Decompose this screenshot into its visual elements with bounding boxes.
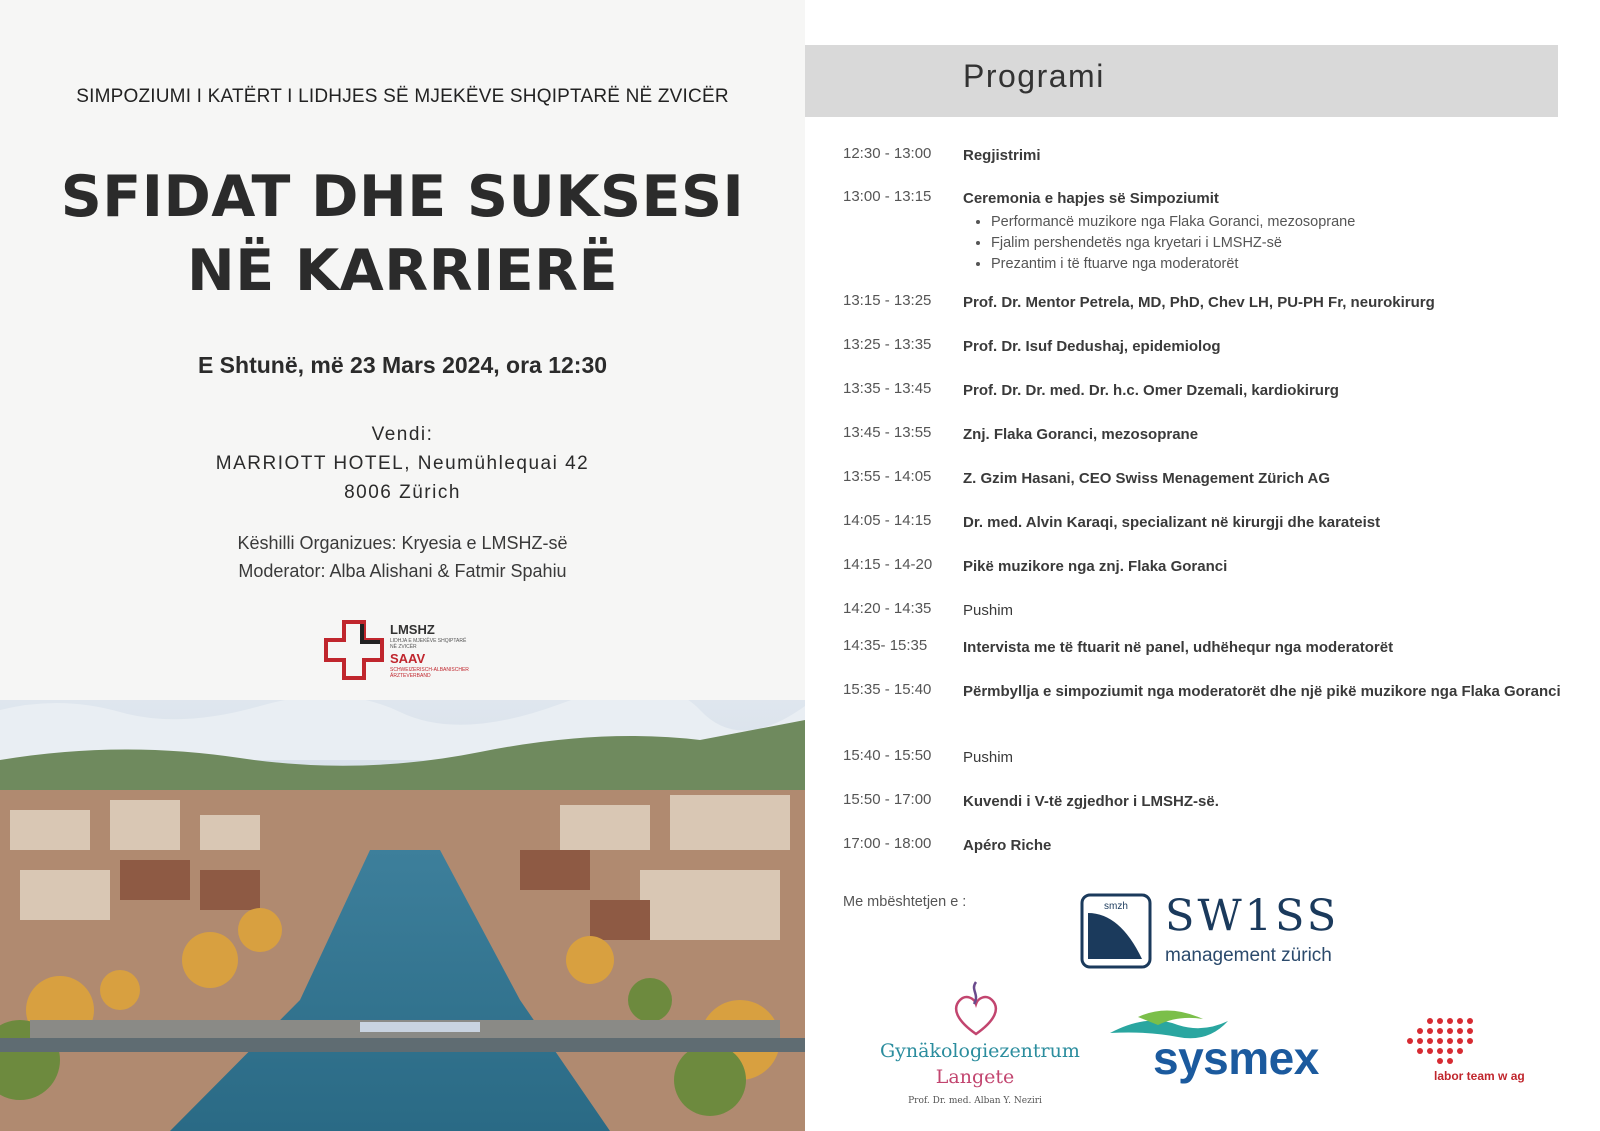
lmshz-logo (322, 618, 482, 688)
program-description: Intervista me të ftuarit në panel, udhëhequr nga moderatorët (963, 639, 1394, 656)
venue-block (0, 420, 805, 507)
program-description: Pushim (963, 602, 1014, 619)
program-time: 14:05 - 14:15 (843, 512, 932, 529)
event-title (0, 160, 805, 308)
program-header-bar (805, 45, 1558, 117)
program-time: 15:35 - 15:40 (843, 681, 932, 698)
swiss-management-logo (1080, 893, 1360, 975)
program-time: 13:45 - 13:55 (843, 424, 932, 441)
program-bullet: • Fjalim pershendetës nga kryetari i LMSHZ-së (991, 233, 1563, 254)
lmshz-logo-name: LMSHZ (390, 622, 435, 637)
program-time: 14:15 - 14-20 (843, 556, 933, 573)
venue-label: Vendi: (371, 424, 434, 445)
zurich-cityscape-image (0, 700, 805, 1131)
red-dots-icon (1390, 1015, 1490, 1067)
program-description: Apéro Riche (963, 837, 1052, 854)
program-time: 13:15 - 13:25 (843, 292, 932, 309)
program-time: 15:50 - 17:00 (843, 791, 932, 808)
smzh-badge-text: smzh (1104, 901, 1128, 912)
program-time: 17:00 - 18:00 (843, 835, 932, 852)
lmshz-logo-subtitle: LIDHJA E MJEKËVE SHQIPTARË NË ZVICËR (390, 638, 467, 650)
gynakologiezentrum-logo (880, 980, 1080, 1110)
event-title-line1: SFIDAT DHE SUKSESI (60, 164, 745, 230)
program-description: Pikë muzikore nga znj. Flaka Goranci (963, 558, 1228, 575)
swiss-logo-subtitle: management zürich (1165, 945, 1332, 966)
moderator-text: Moderator: Alba Alishani & Fatmir Spahiu (238, 561, 567, 581)
program-time: 13:35 - 13:45 (843, 380, 932, 397)
program-description: Kuvendi i V-të zgjedhor i LMSHZ-së. (963, 793, 1219, 810)
program-description: Dr. med. Alvin Karaqi, specializant në kirurgji dhe karateist (963, 514, 1381, 531)
event-title-line2: NË KARRIERË (186, 238, 619, 304)
sponsors-label: Me mbështetjen e : (843, 894, 967, 910)
gyn-logo-line1: Gynäkologiezentrum (880, 1040, 1080, 1062)
organizer-text: Këshilli Organizues: Kryesia e LMSHZ-së (237, 533, 568, 553)
program-description: Znj. Flaka Goranci, mezosoprane (963, 426, 1199, 443)
program-bullet-list (963, 212, 1563, 275)
labor-team-text: labor team w ag (1434, 1069, 1525, 1083)
symposium-subtitle: SIMPOZIUMI I KATËRT I LIDHJES SË MJEKËVE SHQIPTARË NË ZVICËR (76, 86, 729, 107)
program-bullet: • Performancë muzikore nga Flaka Goranci, mezosoprane (991, 212, 1563, 233)
program-description: Regjistrimi (963, 147, 1041, 164)
program-description: Pushim (963, 749, 1014, 766)
program-description (963, 188, 1563, 275)
gyn-logo-line3: Prof. Dr. med. Alban Y. Neziri (908, 1096, 1042, 1106)
swiss-logo-title: SW1SS (1165, 891, 1340, 941)
medical-cross-icon (322, 618, 386, 682)
program-time: 13:55 - 14:05 (843, 468, 932, 485)
saav-logo-name: SAAV (390, 651, 426, 666)
program-time: 13:25 - 13:35 (843, 336, 932, 353)
gyn-logo-line2: Langete (935, 1066, 1015, 1088)
program-description: Prof. Dr. Dr. med. Dr. h.c. Omer Dzemali, kardiokirurg (963, 382, 1339, 399)
event-date: E Shtunë, më 23 Mars 2024, ora 12:30 (197, 352, 608, 378)
program-bullet: • Prezantim i të ftuarve nga moderatorët (991, 254, 1563, 275)
sysmex-logo-text: sysmex (1153, 1032, 1319, 1084)
venue-city: 8006 Zürich (344, 482, 461, 503)
program-time: 12:30 - 13:00 (843, 145, 932, 162)
program-time: 15:40 - 15:50 (843, 747, 932, 764)
program-description: Z. Gzim Hasani, CEO Swiss Menagement Zürich AG (963, 470, 1331, 487)
smzh-badge-icon (1080, 893, 1152, 969)
program-time: 13:00 - 13:15 (843, 188, 932, 205)
sysmex-logo (1098, 1003, 1338, 1093)
program-description-title: Ceremonia e hapjes së Simpoziumit (963, 190, 1219, 207)
saav-logo-subtitle: SCHWEIZERISCH-ALBANISCHER ÄRZTEVERBAND (390, 667, 469, 679)
heart-ribbon-icon (946, 980, 1006, 1038)
venue-address: MARRIOTT HOTEL, Neumühlequai 42 (215, 453, 590, 474)
program-time: 14:35- 15:35 (843, 637, 928, 654)
program-description: Përmbyllja e simpoziumit nga moderatorët dhe një pikë muzikore nga Flaka Goranci (963, 683, 1561, 700)
labor-team-logo (1390, 1015, 1550, 1090)
program-description: Prof. Dr. Isuf Dedushaj, epidemiolog (963, 338, 1221, 355)
program-title: Programi (963, 58, 1105, 94)
organizers-block (0, 529, 805, 585)
program-time: 14:20 - 14:35 (843, 600, 932, 617)
program-description: Prof. Dr. Mentor Petrela, MD, PhD, Chev LH, PU-PH Fr, neurokirurg (963, 294, 1435, 311)
